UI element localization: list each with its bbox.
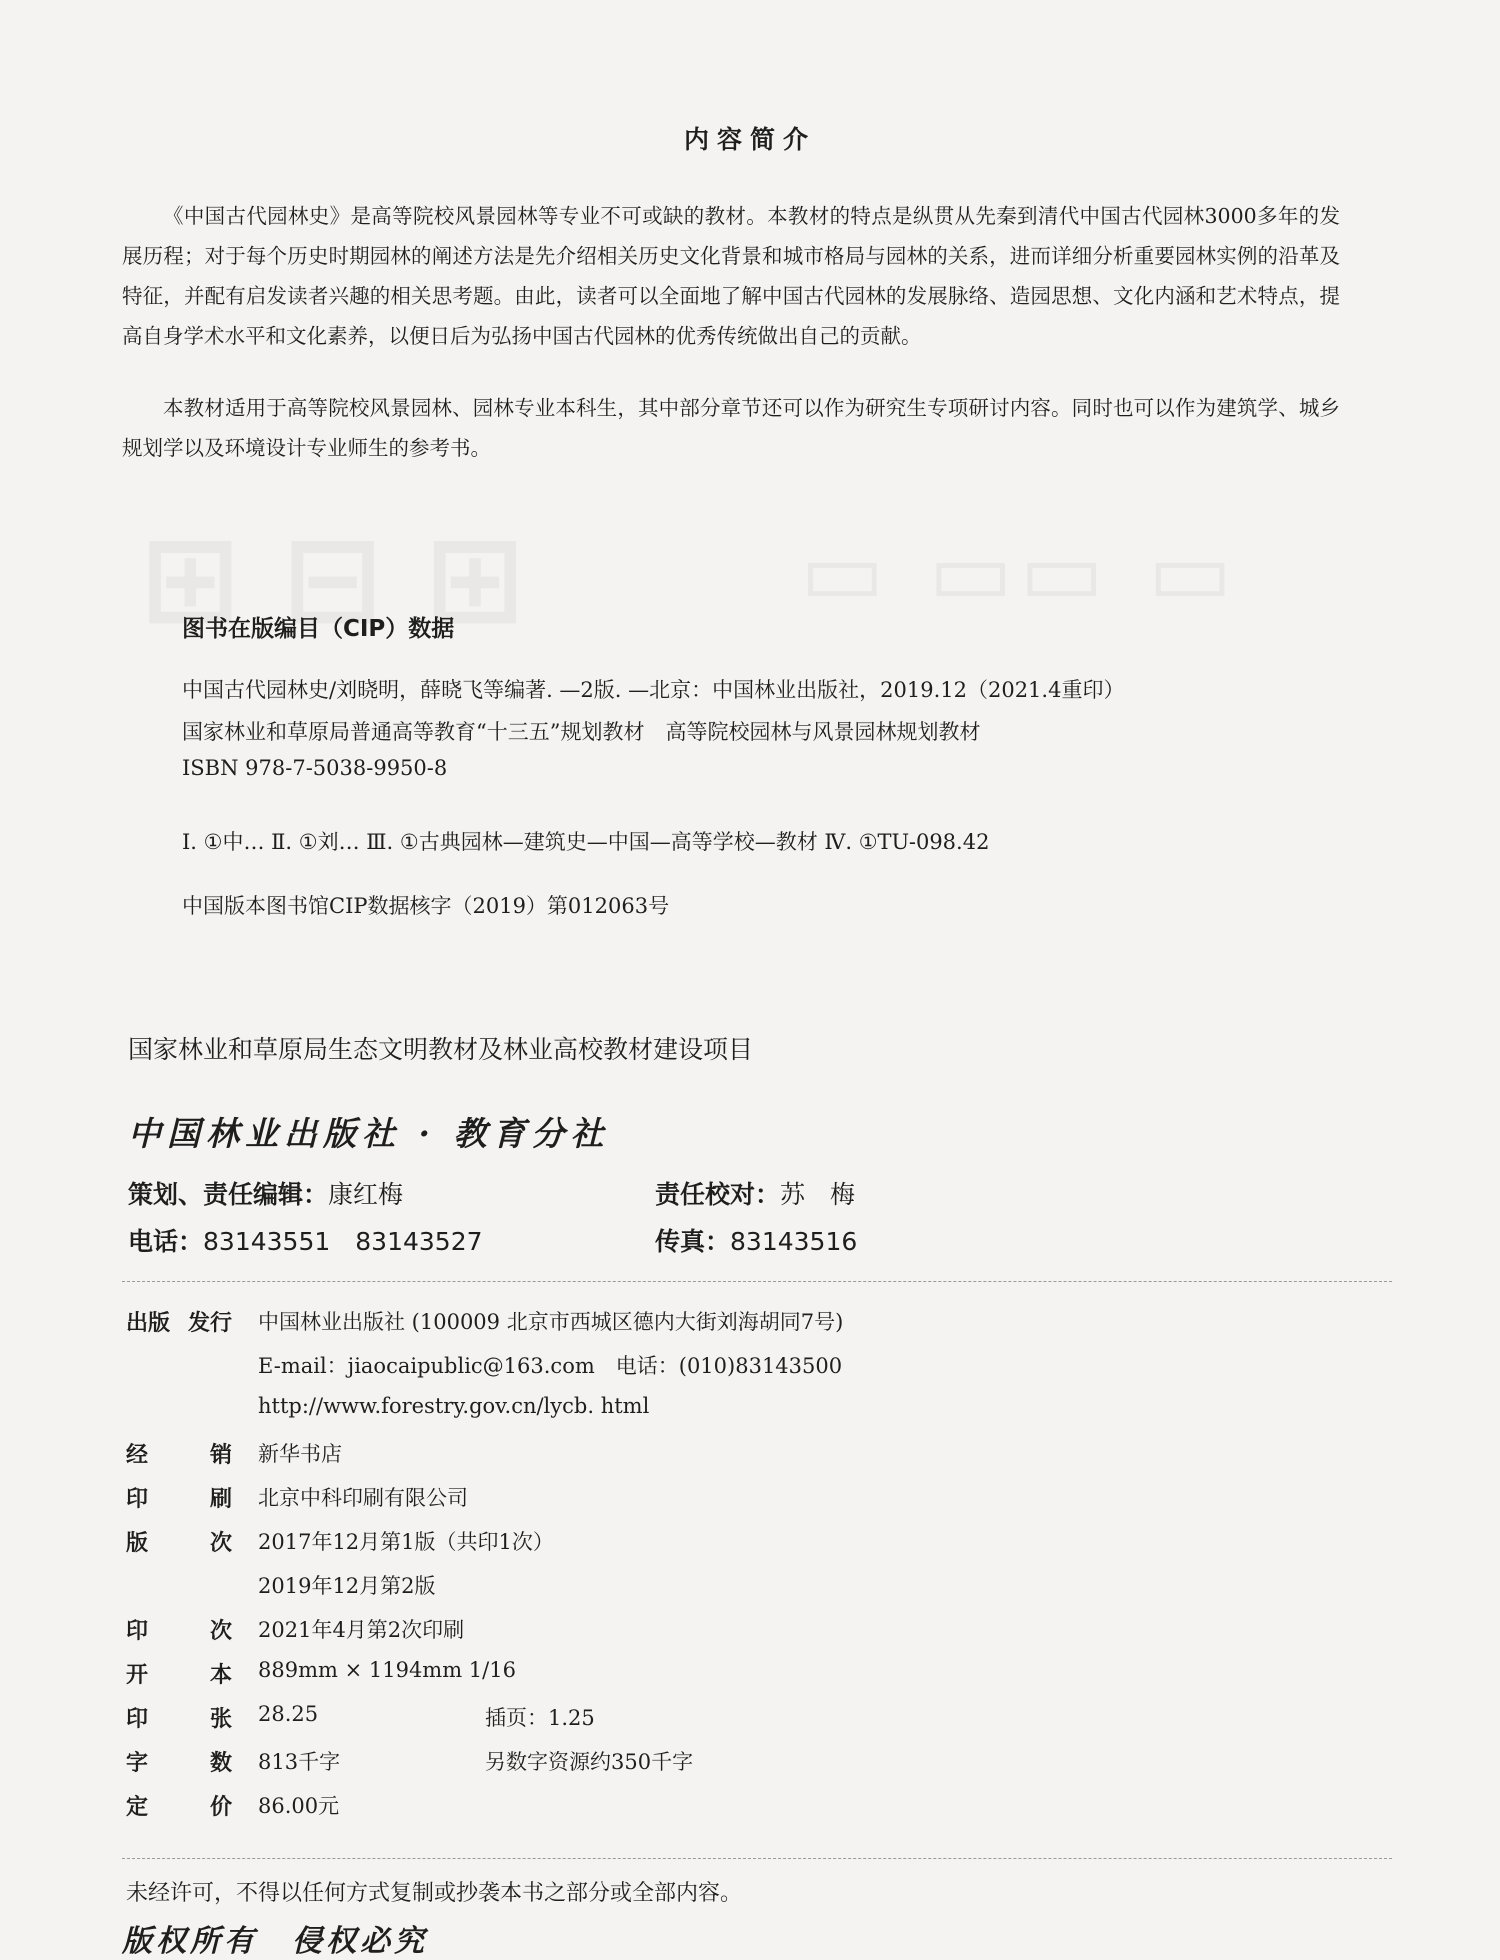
imprint-label-publish xyxy=(126,1306,232,1337)
label-dist-part1: 经 xyxy=(126,1443,149,1468)
label-format-part2: 本 xyxy=(209,1663,232,1688)
imprint-price: 86.00元 xyxy=(258,1794,340,1818)
cip-isbn: ISBN 978-7-5038-9950-8 xyxy=(182,756,448,780)
imprint-inserts: 插页：1.25 xyxy=(485,1706,595,1730)
imprint-label-words xyxy=(126,1746,232,1777)
imprint-distributor: 新华书店 xyxy=(258,1442,342,1466)
imprint-impression: 2021年4月第2次印刷 xyxy=(258,1618,465,1642)
fax-value: 83143516 xyxy=(730,1227,858,1256)
phone-label: 电话： xyxy=(128,1227,204,1256)
label-price-part2: 价 xyxy=(209,1795,232,1820)
planner-editor xyxy=(128,1175,403,1211)
cip-line-1: 中国古代园林史/刘晓明，薛晓飞等编著. —2版. —北京：中国林业出版社，2019.12（2021.4重印） xyxy=(182,678,1125,702)
label-edition-part1: 版 xyxy=(126,1531,149,1556)
show-through-decoration-2 xyxy=(800,520,1239,625)
summary-title: 内容简介 xyxy=(683,125,816,154)
summary-paragraph-1: 《中国古代园林史》是高等院校风景园林等专业不可或缺的教材。本教材的特点是纵贯从先秦到清代中国古代园林3000多年的发展历程；对于每个历史时期园林的阐述方法是先介绍相关历史文化背景和城市格局与园林的关系，进而详细分析重要园林实例的沿革及特征，并配有启发读者兴趣的相关思考题。由此，读者可以全面地了解中国古代园林的发展脉络、造园思想、文化内涵和艺术特点，提高自身学术水平和文化素养，以便日后为弘扬中国古代园林的优秀传统做出自己的贡献。 xyxy=(122,204,1340,348)
copyright-rights: 版权所有 侵权必究 xyxy=(122,1924,428,1959)
imprint-label-sheets xyxy=(126,1702,232,1733)
summary-paragraph-2: 本教材适用于高等院校风景园林、园林专业本科生，其中部分章节还可以作为研究生专项研讨内容。同时也可以作为建筑学、城乡规划学以及环境设计专业师生的参考书。 xyxy=(122,396,1340,460)
proofreader-value: 苏 梅 xyxy=(780,1180,856,1209)
imprint-label-format xyxy=(126,1658,232,1689)
fax-label: 传真： xyxy=(655,1227,731,1256)
label-publish-part1: 出版 xyxy=(126,1311,171,1336)
planner-label: 策划、责任编辑： xyxy=(128,1180,329,1209)
editor-phone xyxy=(128,1222,483,1258)
cip-heading: 图书在版编目（CIP）数据 xyxy=(182,616,455,642)
imprint-sheets: 28.25 xyxy=(258,1702,319,1726)
imprint-label-impression xyxy=(126,1614,232,1645)
label-print-part1: 印 xyxy=(126,1487,149,1512)
imprint-publisher: 中国林业出版社 (100009 北京市西城区德内大街刘海胡同7号) xyxy=(258,1310,844,1334)
label-publish-part2: 发行 xyxy=(187,1311,232,1336)
imprint-label-printing xyxy=(126,1482,232,1513)
imprint-word-count: 813千字 xyxy=(258,1750,341,1774)
imprint-email: E-mail：jiaocaipublic@163.com 电话：(010)83143500 xyxy=(258,1354,843,1378)
planner-value: 康红梅 xyxy=(328,1180,404,1209)
label-words-part2: 数 xyxy=(209,1751,232,1776)
project-line: 国家林业和草原局生态文明教材及林业高校教材建设项目 xyxy=(128,1035,754,1064)
divider-top xyxy=(122,1281,1392,1282)
proofreader-label: 责任校对： xyxy=(655,1180,781,1209)
imprint-printer: 北京中科印刷有限公司 xyxy=(258,1486,468,1510)
label-price-part1: 定 xyxy=(126,1795,149,1820)
imprint-label-distribution xyxy=(126,1438,232,1469)
imprint-url: http://www.forestry.gov.cn/lycb. html xyxy=(258,1394,650,1418)
label-format-part1: 开 xyxy=(126,1663,149,1688)
imprint-label-price xyxy=(126,1790,232,1821)
editor-fax xyxy=(655,1222,857,1258)
label-sheets-part2: 张 xyxy=(209,1707,232,1732)
label-sheets-part1: 印 xyxy=(126,1707,149,1732)
copyright-notice: 未经许可，不得以任何方式复制或抄袭本书之部分或全部内容。 xyxy=(126,1881,743,1906)
imprint-edition-2: 2019年12月第2版 xyxy=(258,1574,436,1598)
label-dist-part2: 销 xyxy=(209,1443,232,1468)
label-edition-part2: 次 xyxy=(209,1531,232,1556)
cip-classification: Ⅰ. ①中… Ⅱ. ①刘… Ⅲ. ①古典园林—建筑史—中国—高等学校—教材 Ⅳ. ①TU-098.42 xyxy=(182,830,990,854)
label-print-part2: 刷 xyxy=(209,1487,232,1512)
divider-bottom xyxy=(122,1858,1392,1859)
imprint-format: 889mm × 1194mm 1/16 xyxy=(258,1658,516,1682)
label-words-part1: 字 xyxy=(126,1751,149,1776)
phone-value: 83143551 83143527 xyxy=(203,1227,483,1256)
publisher-name: 中国林业出版社 · 教育分社 xyxy=(128,1114,610,1153)
label-impression-part1: 印 xyxy=(126,1619,149,1644)
proofreader xyxy=(655,1175,855,1211)
cip-line-2: 国家林业和草原局普通高等教育“十三五”规划教材 高等院校园林与风景园林规划教材 xyxy=(182,720,981,744)
label-impression-part2: 次 xyxy=(209,1619,232,1644)
imprint-digital-resources: 另数字资源约350千字 xyxy=(485,1750,694,1774)
imprint-edition-1: 2017年12月第1版（共印1次） xyxy=(258,1530,554,1554)
cip-approval-number: 中国版本图书馆CIP数据核字（2019）第012063号 xyxy=(182,894,670,918)
imprint-label-edition xyxy=(126,1526,232,1557)
